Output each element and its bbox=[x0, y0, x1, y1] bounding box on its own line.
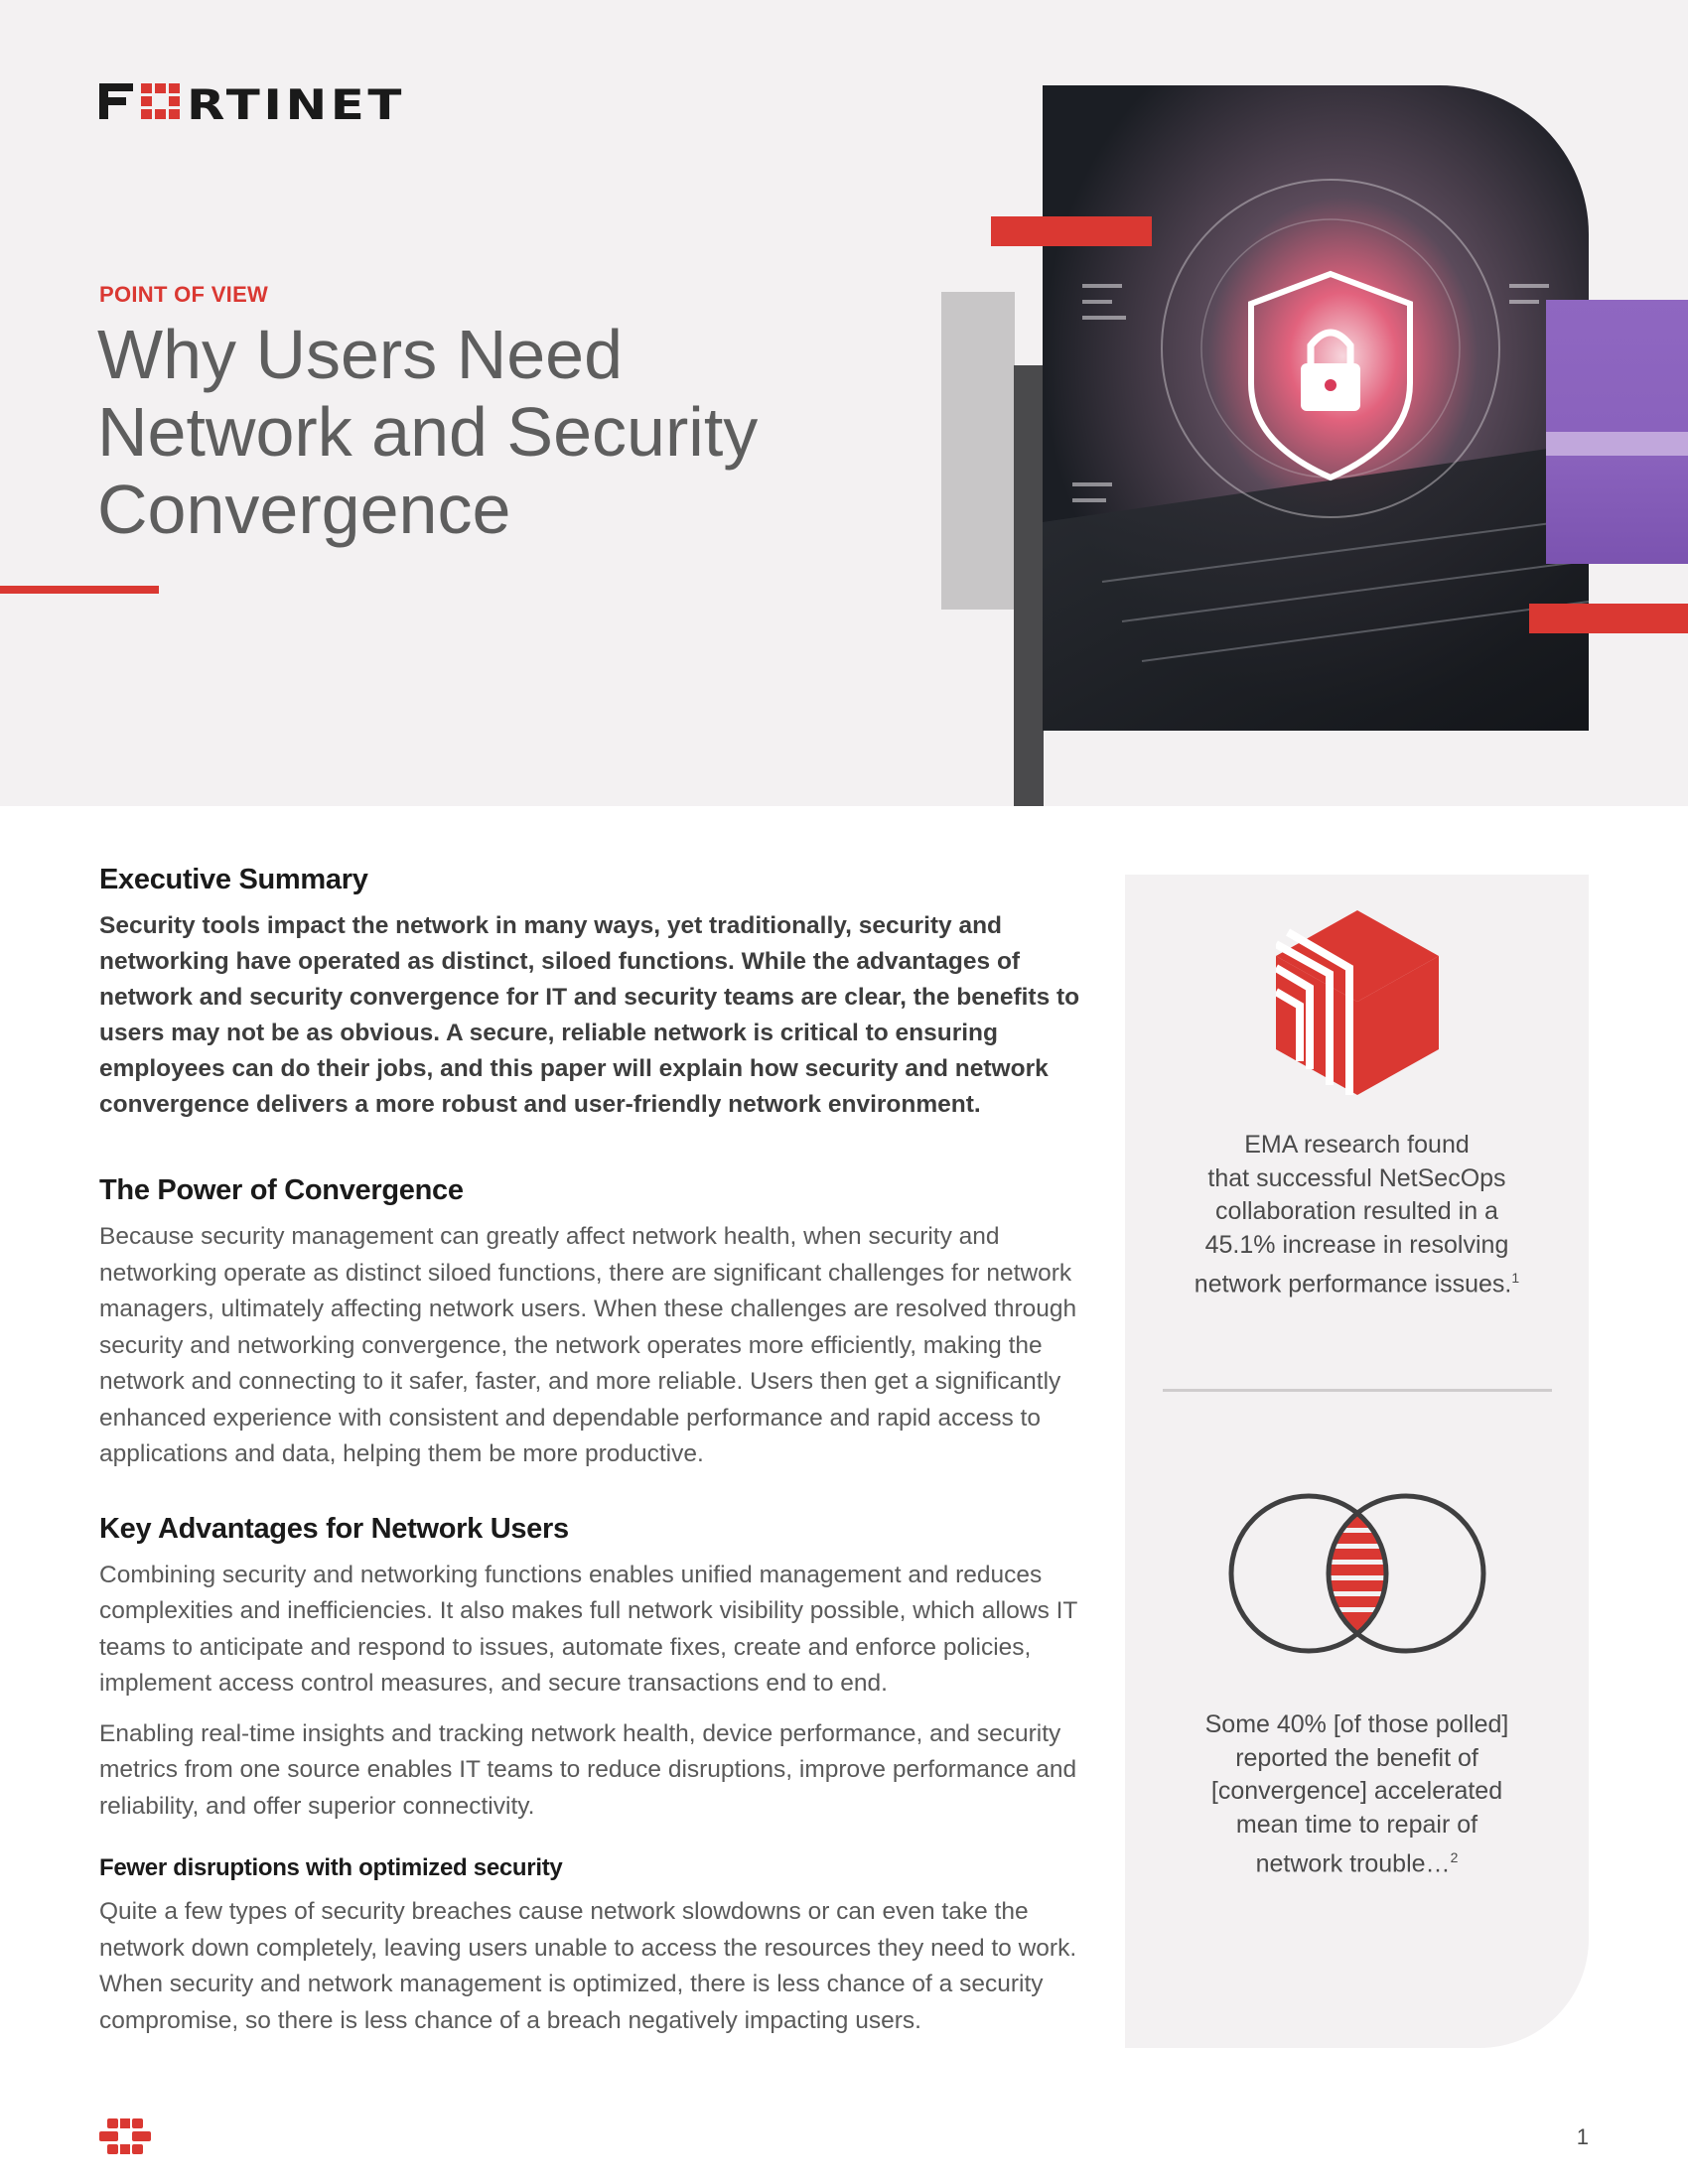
title-line: Convergence bbox=[97, 471, 511, 548]
stat-line: collaboration resulted in a bbox=[1215, 1197, 1498, 1225]
fewer-disruptions-heading: Fewer disruptions with optimized security bbox=[99, 1854, 563, 1881]
stat-line bbox=[1125, 1262, 1589, 1301]
title-line: Network and Security bbox=[97, 393, 759, 471]
venn-overlap-icon bbox=[1225, 1490, 1489, 1662]
executive-summary-heading: Executive Summary bbox=[99, 864, 368, 895]
fortinet-wordmark-icon bbox=[99, 83, 407, 123]
dark-accent-bar bbox=[1014, 365, 1044, 806]
grey-accent-block bbox=[941, 292, 1015, 610]
fewer-disruptions-text: Quite a few types of security breaches cause network slowdowns or can even take the network down completely, leaving users unable to access the resources they need to work. When security and network management is optimized, there is less chance of a security compromise, so there is less chance of a breach negatively impacting users. bbox=[99, 1898, 1077, 2034]
stat-line: EMA research found bbox=[1244, 1131, 1470, 1159]
red-accent-bar bbox=[991, 216, 1152, 246]
stat-line: 45.1% increase in resolving bbox=[1204, 1230, 1509, 1259]
stat-ema-research bbox=[1125, 1129, 1589, 1301]
main-content bbox=[99, 864, 1092, 2053]
stat-line-text: network trouble… bbox=[1255, 1849, 1451, 1878]
key-advantages-paragraph: Combining security and networking functions enables unified management and reduces complexities and inefficiencies. It also makes full network visibility possible, which allows IT teams to anticipate and respond to issues, automate fixes, create and enforce policies, implement access control measures, and secure transactions end to end. bbox=[99, 1561, 1077, 1697]
footnote-ref: 1 bbox=[1511, 1270, 1520, 1286]
key-advantages-paragraph: Enabling real-time insights and tracking network health, device performance, and security metrics from one source enables IT teams to reduce disruptions, improve performance and reliability, and offer superior connectivity. bbox=[99, 1719, 1077, 1820]
stat-line: reported the benefit of bbox=[1235, 1743, 1478, 1772]
hero-banner bbox=[0, 0, 1688, 806]
stat-line: that successful NetSecOps bbox=[1207, 1163, 1506, 1192]
fortinet-logo bbox=[99, 83, 407, 128]
stat-line: Some 40% [of those polled] bbox=[1204, 1710, 1509, 1738]
power-of-convergence-text: Because security management can greatly affect network health, when security and networking operate as distinct siloed functions, there are significant challenges for network managers, ultimately affecting network users. When these challenges are resolved through security and networking convergence, the network operates more efficiently, making the network and connecting to it safer, faster, and more reliable. Users then get a significantly enhanced experience with consistent and dependable performance and rapid access to applications and data, helping them be more productive. bbox=[99, 1223, 1077, 1467]
red-accent-bar-right bbox=[1529, 604, 1688, 633]
page-title bbox=[97, 316, 852, 548]
footer-fortinet-mark-icon bbox=[99, 2118, 151, 2159]
page-number: 1 bbox=[1576, 2124, 1589, 2149]
stat-line: [convergence] accelerated bbox=[1210, 1777, 1503, 1805]
executive-summary-text: Security tools impact the network in many ways, yet traditionally, security and networking have operated as distinct, siloed functions. While the advantages of network and security convergence for IT and security teams are clear, the benefits to users may not be as obvious. A secure, reliable network is critical to ensuring employees can do their jobs, and this paper will explain how security and network convergence delivers a more robust and user-friendly network environment. bbox=[99, 912, 1080, 1118]
stats-sidebar bbox=[1125, 875, 1589, 2048]
accent-line bbox=[0, 586, 159, 594]
stat-line-text: network performance issues. bbox=[1194, 1270, 1512, 1298]
power-of-convergence-heading: The Power of Convergence bbox=[99, 1174, 464, 1206]
purple-accent-block bbox=[1546, 300, 1688, 564]
stat-line bbox=[1125, 1842, 1589, 1881]
sidebar-divider bbox=[1163, 1389, 1552, 1392]
stat-line: mean time to repair of bbox=[1235, 1810, 1478, 1839]
cube-icon bbox=[1276, 910, 1439, 1100]
footnote-ref: 2 bbox=[1450, 1849, 1459, 1865]
stat-mttr bbox=[1125, 1708, 1589, 1881]
title-line: Why Users Need bbox=[97, 316, 624, 393]
hero-image bbox=[1043, 85, 1589, 731]
svg-text:RTINET: RTINET bbox=[187, 83, 405, 123]
key-advantages-heading: Key Advantages for Network Users bbox=[99, 1512, 569, 1545]
security-shield-laptop-icon bbox=[1043, 85, 1589, 731]
eyebrow-label: POINT OF VIEW bbox=[99, 282, 269, 307]
